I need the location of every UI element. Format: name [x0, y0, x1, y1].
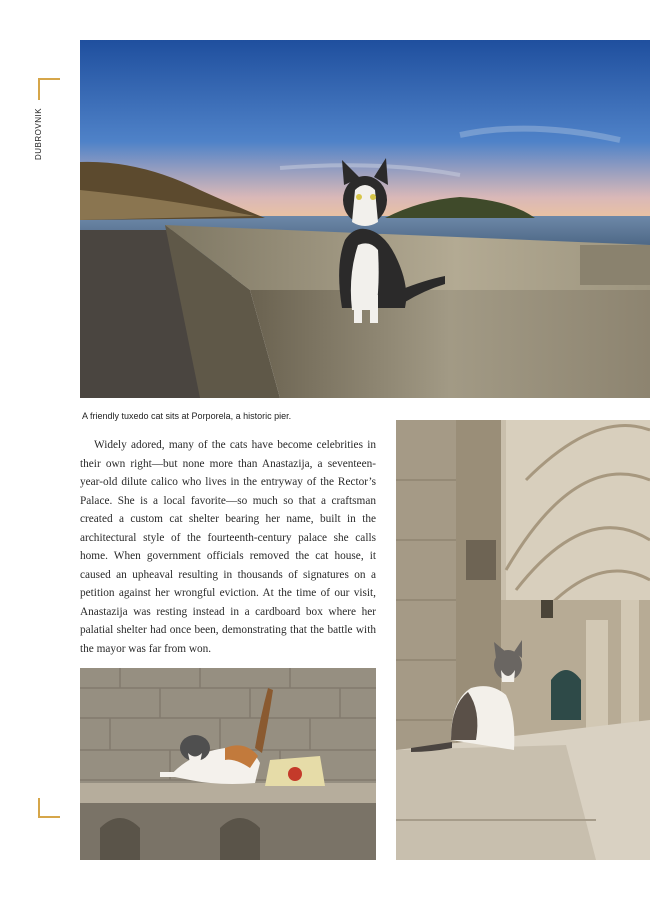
photo-calico-cat-ledge: [80, 668, 376, 860]
photo-caption: A friendly tuxedo cat sits at Porporela, a historic pier.: [82, 411, 292, 421]
photo-tuxedo-cat-pier: [80, 40, 650, 398]
photo-cat-palace-arcade: [396, 420, 650, 860]
section-label: DUBROVNIK: [34, 107, 43, 160]
article-body: Widely adored, many of the cats have become celebrities in their own right—but none more than Anastazija, a seventeen-year-old dilute calico who lives in the entryway of the Rector’s Palace. She is a local favorite—so much so that a craftsman created a custom cat shelter bearing her name, built in the architectural style of the fourteenth-century palace she calls home. When government officials removed the cat house, it caused an upheaval resulting in thousands of signatures on a petition against her wrongful eviction. At the time of our visit, Anastazija was resting instead in a cardboard box where her palatial shelter had once been, demonstrating that the battle with the mayor was far from won.: [80, 439, 376, 655]
corner-mark-top: [38, 78, 60, 100]
corner-mark-bottom: [38, 798, 60, 818]
